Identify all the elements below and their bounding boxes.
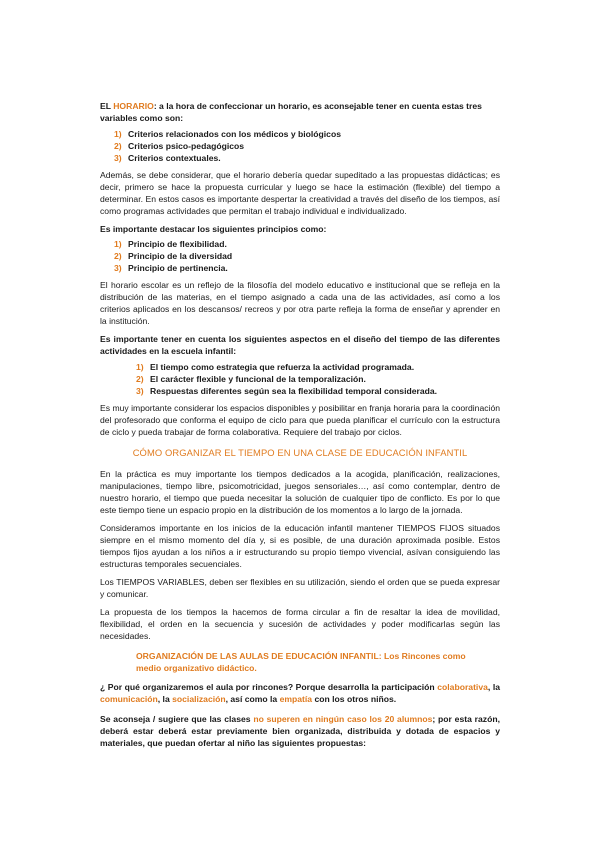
term-empatia: empatía	[279, 694, 313, 704]
list-item: 1) El tiempo como estrategia que refuerza la actividad programada.	[136, 362, 415, 372]
list-item: 3) Principio de pertinencia.	[114, 263, 228, 273]
horario-text: : a la hora de confeccionar un horario, es aconsejable tener en cuenta estas tres variables como son:	[100, 101, 482, 123]
term-comunicacion: comunicación	[100, 694, 158, 704]
list-item: 1) Principio de flexibilidad.	[114, 239, 227, 249]
list-item: 3) Criterios contextuales.	[114, 153, 221, 163]
list-item: 2) Principio de la diversidad	[114, 251, 233, 261]
paragraph-horario	[100, 100, 500, 124]
paragraph-propuesta: La propuesta de los tiempos la hacemos de forma circular a fin de resaltar la idea de movilidad, flexibilidad, el orden en la secuencia y sucesión de actividades y poder modificarlas según las necesidades.	[100, 607, 500, 641]
paragraph-horario-escolar: El horario escolar es un reflejo de la filosofía del modelo educativo e institucional que se refleja en la distribución de las materias, en el tiempo asignado a cada una de las actividades, así como a los criterios aplicados en los descansos/ recreos y por otra parte refleja la forma de enseñar y aprender en la institución.	[100, 280, 500, 326]
aspects-list	[136, 361, 500, 397]
paragraph-espacios: Es muy importante considerar los espacios disponibles y posibilitar en franja horaria para la coordinación del profesorado que conforma el equipo de ciclo para que pueda planificar el currículo con la estructura de ciclo y pueda trabajar de forma colaborativa. Requiere del trabajo por ciclos.	[100, 403, 500, 437]
paragraph-aconseja: Se aconseja / sugiere que las clases no superen en ningún caso los 20 alumnos; por esta razón, deberá estar deberá estar previamente bien organizada, distribuida y dotada de espacios y materiales, que puedan ofertar al niño las siguientes propuestas:	[100, 714, 500, 748]
heading-line-1: ORGANIZACIÓN DE LAS AULAS DE EDUCACIÓN INFANTIL: Los Rincones como	[136, 651, 466, 661]
list-item: 2) El carácter flexible y funcional de la temporalización.	[136, 374, 366, 384]
highlight-20-alumnos: no superen en ningún caso los 20 alumnos	[253, 714, 433, 724]
paragraph-por-que-rincones: ¿ Por qué organizaremos el aula por rincones? Porque desarrolla la participación colaborativa, la comunicación, la socialización, así como la empatía con los otros niños.	[100, 682, 500, 704]
paragraph-principios-intro: Es importante destacar los siguientes principios como:	[100, 224, 327, 234]
el-label: EL	[100, 101, 114, 111]
list-item: 3) Respuestas diferentes según sea la flexibilidad temporal considerada.	[136, 386, 438, 396]
list-item: 1) Criterios relacionados con los médicos y biológicos	[114, 129, 341, 139]
heading-line-2: medio organizativo didáctico.	[136, 663, 257, 673]
list-item: 2) Criterios psico-pedagógicos	[114, 141, 245, 151]
section-heading-rincones	[100, 650, 500, 674]
horario-term: HORARIO	[113, 101, 154, 111]
paragraph-tiempos-fijos: Consideramos importante en los inicios de la educación infantil mantener TIEMPOS FIJOS situados siempre en el mismo momento del día y, si es posible, de una duración aproximada posible. Estos tiempos fijos ayudan a los niños a ir estructurando su propio tiempo vivencial, asívan consiguiendo las estructuras temporales secuenciales.	[100, 523, 500, 569]
term-colaborativa: colaborativa	[437, 682, 488, 692]
document-page	[100, 100, 500, 749]
paragraph-tiempos-variables: Los TIEMPOS VARIABLES, deben ser flexibles en su utilización, siendo el orden que se pueda expresar y comunicar.	[100, 577, 500, 599]
criteria-list	[114, 128, 500, 164]
principles-list	[114, 238, 500, 274]
term-socializacion: socialización	[172, 694, 226, 704]
paragraph-practica: En la práctica es muy importante los tiempos dedicados a la acogida, planificación, realizaciones, manipulaciones, tiempo libre, psicomotricidad, juegos sensoriales…, así como contemplar, dentro de nuestro horario, el tiempo que pueda necesitar la solución de cualquier tipo de conflicto. Es por lo que este tiempo tiene un espacio propio en la distribución de los momentos a lo largo de la jornada.	[100, 469, 500, 515]
section-heading-tiempo: CÓMO ORGANIZAR EL TIEMPO EN UNA CLASE DE EDUCACIÓN INFANTIL	[132, 447, 468, 458]
paragraph-ademas: Además, se debe considerar, que el horario debería quedar supeditado a las propuestas didácticas; es decir, primero se hace la propuesta curricular y luego se hace la estimación (flexible) del tiempo a determinar. En estos casos es importante despertar la creatividad a través del diseño de los tiempos, así como programas actividades que permitan el trabajo individual e individualizado.	[100, 170, 500, 216]
paragraph-aspectos-intro: Es importante tener en cuenta los siguientes aspectos en el diseño del tiempo de las diferentes actividades en la escuela infantil:	[100, 334, 500, 356]
